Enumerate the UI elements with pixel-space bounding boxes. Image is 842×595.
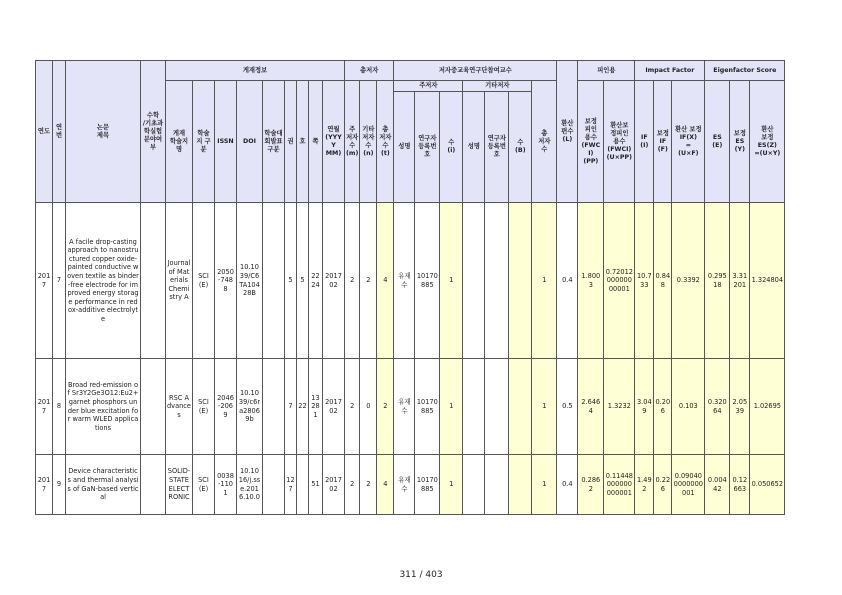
table-row bbox=[36, 203, 785, 359]
cell-journal-type: SCI(E) bbox=[193, 359, 215, 455]
header-es: ES (E) bbox=[705, 81, 730, 203]
header-year: 연도 bbox=[36, 61, 53, 203]
cell-if: 1.492 bbox=[635, 455, 654, 515]
cell-converted-if: 0.103 bbox=[672, 359, 705, 455]
cell-other-name bbox=[463, 203, 485, 359]
cell-main-name: 유재수 bbox=[394, 203, 415, 359]
header-volume: 권 bbox=[285, 81, 297, 203]
cell-number: 22 bbox=[297, 359, 309, 455]
header-corrected-es: 보정 ES (Y) bbox=[730, 81, 750, 203]
cell-main-authors: 2 bbox=[345, 455, 360, 515]
cell-main-name: 유재수 bbox=[394, 455, 415, 515]
cell-pages: 2224 bbox=[309, 203, 323, 359]
header-if: IF (I) bbox=[635, 81, 654, 203]
header-row-1 bbox=[36, 61, 785, 81]
cell-year: 2017 bbox=[36, 203, 53, 359]
cell-volume: 127 bbox=[285, 455, 297, 515]
cell-date: 201702 bbox=[323, 455, 345, 515]
header-seq: 연번 bbox=[53, 61, 66, 203]
header-converted-es: 환산 보정 ES(Z) =(U×Y) bbox=[750, 81, 785, 203]
cell-journal: SOLID-STATE ELECTRONIC bbox=[166, 455, 193, 515]
cell-doi: 10.1039/C6TA10428B bbox=[237, 203, 263, 359]
header-faculty: 저자중교육연구단참여교수 bbox=[394, 61, 557, 81]
cell-main-count: 1 bbox=[440, 203, 463, 359]
cell-seq: 9 bbox=[53, 455, 66, 515]
cell-category bbox=[263, 359, 285, 455]
table-row bbox=[36, 455, 785, 515]
header-other-participants: 기타저자 bbox=[463, 81, 532, 92]
header-subject: 수학 /기초과 학실험 분야여 부 bbox=[141, 61, 166, 203]
cell-other-count bbox=[509, 359, 532, 455]
header-converted-if: 환산 보정 IF(X) = (U×F) bbox=[672, 81, 705, 203]
cell-issn: 0038-1101 bbox=[215, 455, 237, 515]
cell-category bbox=[263, 455, 285, 515]
cell-journal-type: SCI(E) bbox=[193, 455, 215, 515]
cell-journal: Journal of Materials Chemistry A bbox=[166, 203, 193, 359]
cell-total-participants: 1 bbox=[532, 203, 557, 359]
cell-total-participants: 1 bbox=[532, 359, 557, 455]
cell-title: A facile drop-casting approach to nanostructured copper oxide-painted conductive woven textile as binder-free electrode for improved energy storage performance in redox-additive electrolyte bbox=[66, 203, 141, 359]
cell-doi: 10.1039/c6ra28069b bbox=[237, 359, 263, 455]
paper-table bbox=[35, 60, 785, 515]
header-other-authors: 기타 저자 수 (n) bbox=[360, 81, 377, 203]
cell-number: 5 bbox=[297, 203, 309, 359]
cell-other-count bbox=[509, 455, 532, 515]
cell-subject bbox=[141, 203, 166, 359]
cell-converted-fwci: 0.7201200000000001 bbox=[604, 203, 635, 359]
header-main-authors: 주 저자 수 (m) bbox=[345, 81, 360, 203]
cell-corrected-if: 0.226 bbox=[654, 455, 672, 515]
cell-if: 3.049 bbox=[635, 359, 654, 455]
cell-corrected-if: 0.848 bbox=[654, 203, 672, 359]
cell-corrected-es: 0.12663 bbox=[730, 455, 750, 515]
cell-corrected-if: 0.206 bbox=[654, 359, 672, 455]
cell-other-authors: 2 bbox=[360, 203, 377, 359]
cell-es: 0.29518 bbox=[705, 203, 730, 359]
cell-es: 0.32064 bbox=[705, 359, 730, 455]
cell-other-name bbox=[463, 359, 485, 455]
cell-converted-count: 0.5 bbox=[557, 359, 578, 455]
cell-corrected-es: 2.0539 bbox=[730, 359, 750, 455]
header-number: 호 bbox=[297, 81, 309, 203]
header-corrected-if: 보정 IF (F) bbox=[654, 81, 672, 203]
cell-number bbox=[297, 455, 309, 515]
header-reg-main: 연구자 등록번 호 bbox=[415, 92, 440, 203]
cell-converted-es: 0.050652 bbox=[750, 455, 785, 515]
cell-fwci: 1.8003 bbox=[578, 203, 604, 359]
cell-title: Device characteristics and thermal analysis of GaN-based vertical bbox=[66, 455, 141, 515]
cell-other-count bbox=[509, 203, 532, 359]
cell-es: 0.00442 bbox=[705, 455, 730, 515]
cell-journal: RSC Advances bbox=[166, 359, 193, 455]
cell-other-name bbox=[463, 455, 485, 515]
cell-volume: 5 bbox=[285, 203, 297, 359]
cell-converted-count: 0.4 bbox=[557, 455, 578, 515]
cell-main-reg: 10170885 bbox=[415, 455, 440, 515]
header-pages: 쪽 bbox=[309, 81, 323, 203]
cell-other-reg bbox=[485, 203, 509, 359]
header-publication-info: 게재정보 bbox=[166, 61, 345, 81]
header-fwci: 보정 피인 용수 (FWC I) (PP) bbox=[578, 81, 604, 203]
cell-converted-if: 0.3392 bbox=[672, 203, 705, 359]
cell-main-reg: 10170885 bbox=[415, 359, 440, 455]
header-main-participants: 주저자 bbox=[394, 81, 463, 92]
header-date: 연월 (YYYY MM) bbox=[323, 81, 345, 203]
cell-seq: 7 bbox=[53, 203, 66, 359]
cell-pages: 13281 bbox=[309, 359, 323, 455]
header-issn: ISSN bbox=[215, 81, 237, 203]
header-total-participants: 총 저자 수 bbox=[532, 81, 557, 203]
header-journal: 게재 학술지 명 bbox=[166, 81, 193, 203]
cell-fwci: 2.6464 bbox=[578, 359, 604, 455]
cell-main-count: 1 bbox=[440, 455, 463, 515]
cell-converted-es: 1.02695 bbox=[750, 359, 785, 455]
cell-volume: 7 bbox=[285, 359, 297, 455]
cell-other-authors: 2 bbox=[360, 455, 377, 515]
cell-other-reg bbox=[485, 359, 509, 455]
cell-date: 201702 bbox=[323, 359, 345, 455]
cell-if: 10.733 bbox=[635, 203, 654, 359]
header-reg-other: 연구자 등록번 호 bbox=[485, 92, 509, 203]
cell-other-authors: 0 bbox=[360, 359, 377, 455]
cell-all-authors: 2 bbox=[377, 359, 394, 455]
header-converted-fwci: 환산보 정피인 용수 (FWCI) (U×PP) bbox=[604, 81, 635, 203]
cell-fwci: 0.2862 bbox=[578, 455, 604, 515]
cell-main-authors: 2 bbox=[345, 359, 360, 455]
header-converted-count: 환산 편수 (L) bbox=[557, 61, 578, 203]
cell-main-count: 1 bbox=[440, 359, 463, 455]
cell-corrected-es: 3.31201 bbox=[730, 203, 750, 359]
cell-other-reg bbox=[485, 455, 509, 515]
cell-converted-fwci: 0.11448000000000001 bbox=[604, 455, 635, 515]
header-impact-factor: Impact Factor bbox=[635, 61, 705, 81]
header-count-main: 수 (i) bbox=[440, 92, 463, 203]
cell-converted-es: 1.324804 bbox=[750, 203, 785, 359]
cell-all-authors: 4 bbox=[377, 455, 394, 515]
cell-converted-if: 0.090400000000001 bbox=[672, 455, 705, 515]
header-doi: DOI bbox=[237, 81, 263, 203]
header-category: 학술대 회발표 구분 bbox=[263, 81, 285, 203]
cell-all-authors: 4 bbox=[377, 203, 394, 359]
cell-seq: 8 bbox=[53, 359, 66, 455]
header-citation: 피인용 bbox=[578, 61, 635, 81]
header-eigenfactor: Eigenfactor Score bbox=[705, 61, 785, 81]
cell-main-name: 유재수 bbox=[394, 359, 415, 455]
cell-journal-type: SCI(E) bbox=[193, 203, 215, 359]
cell-converted-fwci: 1.3232 bbox=[604, 359, 635, 455]
cell-issn: 2050-7488 bbox=[215, 203, 237, 359]
cell-total-participants: 1 bbox=[532, 455, 557, 515]
cell-issn: 2046-2069 bbox=[215, 359, 237, 455]
cell-year: 2017 bbox=[36, 455, 53, 515]
header-total-authors: 총저자 bbox=[345, 61, 394, 81]
cell-doi: 10.1016/j.sse.2016.10.0 bbox=[237, 455, 263, 515]
header-name-other: 성명 bbox=[463, 92, 485, 203]
table-row bbox=[36, 359, 785, 455]
cell-subject bbox=[141, 359, 166, 455]
cell-title: Broad red-emission of Sr3Y2Ge3O12:Eu2+ garnet phosphors under blue excitation for warm WLED applications bbox=[66, 359, 141, 455]
header-paper-title: 논문 제목 bbox=[66, 61, 141, 203]
cell-pages: 51 bbox=[309, 455, 323, 515]
cell-year: 2017 bbox=[36, 359, 53, 455]
header-journal-type: 학술 지 구 분 bbox=[193, 81, 215, 203]
header-name-main: 성명 bbox=[394, 92, 415, 203]
cell-main-reg: 10170885 bbox=[415, 203, 440, 359]
cell-converted-count: 0.4 bbox=[557, 203, 578, 359]
page-number: 311 / 403 bbox=[399, 570, 443, 580]
header-count-other: 수 (B) bbox=[509, 92, 532, 203]
header-all-authors: 총 저자 수 (t) bbox=[377, 81, 394, 203]
cell-main-authors: 2 bbox=[345, 203, 360, 359]
cell-date: 201702 bbox=[323, 203, 345, 359]
cell-subject bbox=[141, 455, 166, 515]
cell-category bbox=[263, 203, 285, 359]
